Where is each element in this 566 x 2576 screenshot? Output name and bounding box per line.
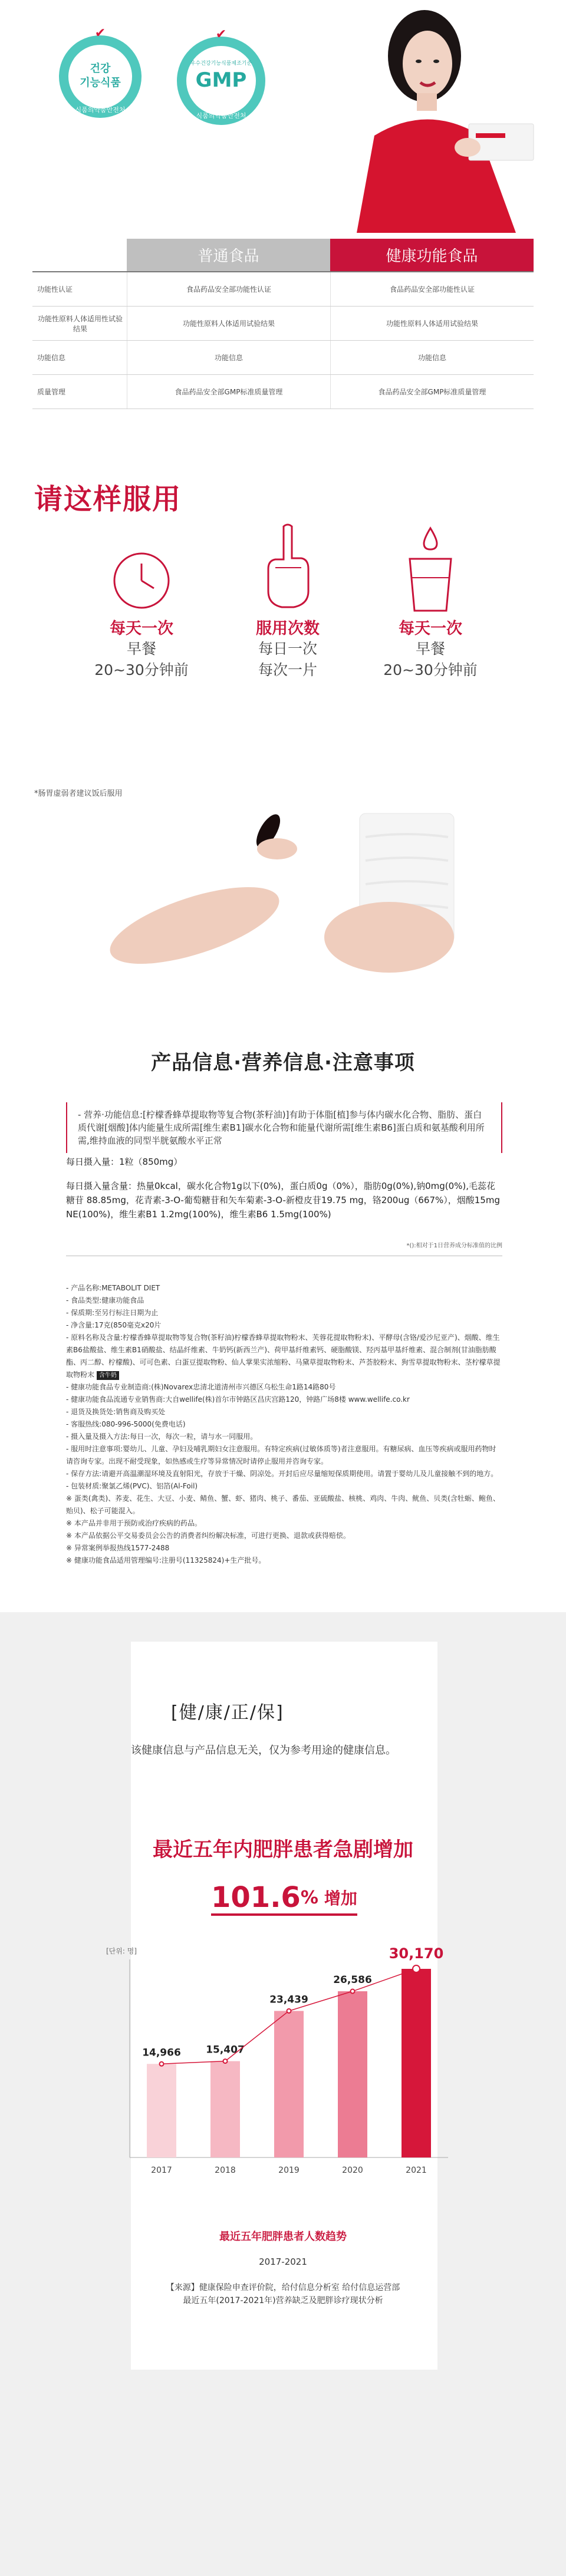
dosage-sub: 早餐 [415, 640, 445, 657]
badge1-line1: 건강 [90, 62, 111, 75]
dosage-label: 每天一次 [399, 620, 462, 638]
x-tick-label: 2018 [215, 2166, 236, 2175]
hand-one-icon [255, 522, 320, 613]
detail-line: ※ 本产品并非用于预防或治疗疾病的药品。 [66, 1519, 202, 1527]
bar-2019 [274, 2011, 304, 2157]
dosage-sub: 20~30分钟前 [383, 661, 478, 678]
percent-word: 增加 [324, 1889, 357, 1908]
x-tick-label: 2019 [278, 2166, 300, 2175]
model-photo [321, 0, 557, 233]
x-tick-label: 2017 [151, 2166, 172, 2175]
data-label: 14,966 [142, 2047, 181, 2059]
cell-health: 食品药品安全部GMP标准质量管理 [330, 375, 534, 409]
obesity-bar-chart [100, 1933, 466, 2193]
cell-health: 食品药品安全部功能性认证 [330, 272, 534, 306]
increase-percent [211, 1882, 357, 1916]
trend-point [413, 1965, 420, 1972]
badge2-line1: 우수건강기능식품제조기준 [190, 61, 252, 67]
row-label: 功能性认证 [37, 285, 73, 294]
detail-line: ※ 健康功能食品适用管理编号:注册号(11325824)+生产批号。 [66, 1556, 266, 1564]
dosage-note: *肠胃虚弱者建议饭后服用 [34, 789, 123, 798]
data-label: 15,407 [206, 2044, 245, 2056]
comparison-header [32, 239, 534, 271]
hero-banner [0, 0, 566, 233]
y-axis-label: [단위: 명] [106, 1947, 137, 1955]
percent-unit: % [300, 1887, 318, 1908]
detail-line: - 保质期:至另行标注日期为止 [66, 1309, 159, 1317]
source-line: 最近五年(2017-2021年)营养缺乏及肥胖诊疗现状分析 [183, 2296, 383, 2305]
source-line: 【来源】健康保险申查评价院，给付信息分析室 给付信息运营部 [166, 2283, 400, 2292]
badge1-line2: 기능식품 [80, 77, 121, 89]
cell-normal: 食品药品安全部功能性认证 [127, 272, 330, 306]
badge2-footer: 식품의약품안전처 [196, 112, 246, 120]
detail-line: - 客服热线:080-996-5000(免费电话) [66, 1420, 186, 1428]
dosage-label: 每天一次 [110, 620, 173, 638]
cell-normal: 食品药品安全部GMP标准质量管理 [127, 375, 330, 409]
serving-size: 每日摄入量：1粒（850mg） [66, 1157, 183, 1167]
bar-2017 [147, 2064, 176, 2157]
detail-line: - 摄入量及摄入方法:每日一次，每次一粒，请与水一同服用。 [66, 1432, 258, 1441]
detail-line: - 服用时注意事项:婴幼儿、儿童、孕妇及哺乳期妇女注意服用。有特定疾病(过敏体质等)者注意服用。有糖尿病、血压等疾病或服用药物时请咨询专家。出现不耐受现象，如热感或生疗等异常情况时请停止服用并咨询专家。 [66, 1445, 496, 1465]
x-tick-label: 2021 [406, 2166, 427, 2175]
dosage-item [77, 548, 206, 681]
nutrition-info: 每日摄入量含量：热量0kcal，碳水化合物1g以下(0%)，蛋白质0g（0%），脂肪0g(0%),钠0mg(0%),毛蕊花糖苷 88.85mg，花青素-3-O-葡萄糖苷和矢车菊素-3-O-新橙皮苷19.75 mg，铬200ug（667%），烟酸15mg NE(100%)，维生素B1 1.2mg(100%)，维生素B6 1.5mg(100%) [66, 1181, 500, 1220]
row-label: 功能信息 [37, 354, 66, 362]
table-row [32, 341, 534, 375]
nutrition-note: *():相对于1日营养成分标准值的比例 [406, 1243, 502, 1249]
water-glass-icon [398, 525, 463, 613]
milk-tag: 含牛奶 [97, 1371, 119, 1380]
header-health-food: 健康功能食品 [330, 239, 534, 271]
cell-health: 功能性原料人体适用试验结果 [330, 307, 534, 340]
product-details [66, 1282, 502, 1567]
data-label: 23,439 [269, 1994, 308, 2006]
hands-photo [0, 790, 566, 984]
function-info-box: - 营养·功能信息:[柠檬香蜂草提取物等复合物(茶籽油)]有助于体脂[植]参与体内碳水化合物、脂肪、蛋白质代谢[烟酸]体内能量生成所需[维生素B1]碳水化合物和能量代谢所需[维生素B6]蛋白质和氨基酸利用所需,维持血液的同型半胱氨酸水平正常 [66, 1102, 502, 1153]
row-label: 质量管理 [37, 388, 66, 396]
row-label: 功能性原料人体适用性试验结果 [37, 314, 123, 333]
obesity-title: 最近五年内肥胖患者急剧增加 [153, 1838, 413, 1862]
percent-value: 101.6 [211, 1881, 301, 1914]
chart-source [0, 2281, 566, 2307]
dosage-sub: 每日一次 [258, 640, 317, 657]
product-info-title: 产品信息·营养信息·注意事项 [151, 1051, 415, 1075]
cell-normal: 功能性原料人体适用试验结果 [127, 307, 330, 340]
bar-2021 [402, 1969, 431, 2157]
check-icon: ✔ [94, 26, 106, 41]
detail-line: ※ 异常案例举报热线1577-2488 [66, 1544, 170, 1552]
cell-health: 功能信息 [330, 341, 534, 374]
table-row [32, 375, 534, 409]
chart-caption: 最近五年肥胖患者人数趋势 [219, 2231, 347, 2243]
trend-point [351, 1989, 355, 1994]
gmp-logo: GMP [195, 68, 247, 92]
data-label: 26,586 [333, 1974, 372, 1987]
badge1-footer: 식품의약품안전처 [75, 106, 126, 114]
dosage-sub: 20~30分钟前 [94, 661, 189, 678]
detail-line: - 包装材质:聚氯乙烯(PVC)、铝箔(Al-Foil) [66, 1482, 198, 1490]
detail-line: - 健康功能食品流通专业销售商:大自wellife(株)首尔市钟路区昌庆宫路120，钟路广场8楼 www.wellife.co.kr [66, 1395, 410, 1404]
health-subtitle: 该健康信息与产品信息无关，仅为参考用途的健康信息。 [131, 1744, 396, 1757]
comparison-table [32, 239, 534, 409]
dosage-item [366, 525, 495, 681]
clock-icon [109, 548, 174, 613]
trend-point [287, 2009, 291, 2013]
detail-line: - 产品名称:METABOLIT DIET [66, 1284, 160, 1292]
data-label: 30,170 [389, 1945, 444, 1962]
detail-line: - 食品类型:健康功能食品 [66, 1296, 144, 1305]
detail-line: - 退货及换货处:销售商及购买处 [66, 1408, 166, 1416]
table-row [32, 307, 534, 341]
method-title: 请这样服用 [34, 483, 182, 516]
check-icon: ✔ [215, 27, 227, 42]
header-normal-food: 普通食品 [127, 239, 330, 271]
x-tick-label: 2020 [342, 2166, 363, 2175]
dosage-item [223, 522, 353, 681]
health-food-badge [59, 26, 142, 118]
table-row [32, 272, 534, 307]
cell-normal: 功能信息 [127, 341, 330, 374]
chart-period: 2017-2021 [259, 2257, 307, 2267]
dosage-sub: 早餐 [126, 640, 156, 657]
dosage-sub: 每次一片 [258, 661, 317, 678]
detail-line: - 保存方法:请避开高温潮湿环境及直射阳光，存放于干燥、阴凉处。开封后应尽量缩短保质期使用。请置于婴幼儿及儿童接触不到的地方。 [66, 1470, 498, 1478]
gmp-badge [177, 27, 265, 125]
detail-line: ※ 蛋类(禽类)、荞麦、花生、大豆、小麦、鲭鱼、蟹、虾、猪肉、桃子、番茄、亚硫酸盐、核桃、鸡肉、牛肉、鱿鱼、贝类(含牡蛎、鲍鱼、贻贝)、松子可能混入。 [66, 1494, 500, 1515]
detail-line: - 原料名称及含量:柠檬香蜂草提取物等复合物(茶籽油)柠檬香蜂草提取物粉末、芙蓉花提取物粉末)、平酵母(含铬/爱沙尼亚产)、烟酸、维生素B6盐酸盐、维生素B1硝酸盐、结晶纤维素、牛奶钙(新西兰产)、荷甲基纤维素钙、硬脂酸镁、羟丙基甲基纤维素、混合制剂(甘油脂肪酸酯、丙二醇、柠檬酸)、可可色素、白蛋豆提取物粉、仙人掌果实浓缩粉、马黛草提取物粉末、芦荟胶粉末、狗雪草提取物粉末、茎柠檬草提取物粉末 [66, 1333, 501, 1379]
dosage-label: 服用次数 [256, 620, 320, 638]
health-title: [健/康/正/保] [171, 1702, 284, 1723]
detail-line: - 健康功能食品专业制造商:(株)Novarex忠清北道清州市兴德区乌松生命1路14路80号 [66, 1383, 336, 1391]
detail-line: ※ 本产品依据公平交易委员会公告的消费者纠纷解决标准，可进行更换、退款或获得赔偿。 [66, 1531, 350, 1540]
bar-2018 [210, 2061, 240, 2157]
bar-2020 [338, 1991, 367, 2157]
trend-point [160, 2062, 164, 2066]
trend-point [223, 2059, 228, 2063]
detail-line: - 净含量:17克(850毫克x20片 [66, 1321, 162, 1329]
